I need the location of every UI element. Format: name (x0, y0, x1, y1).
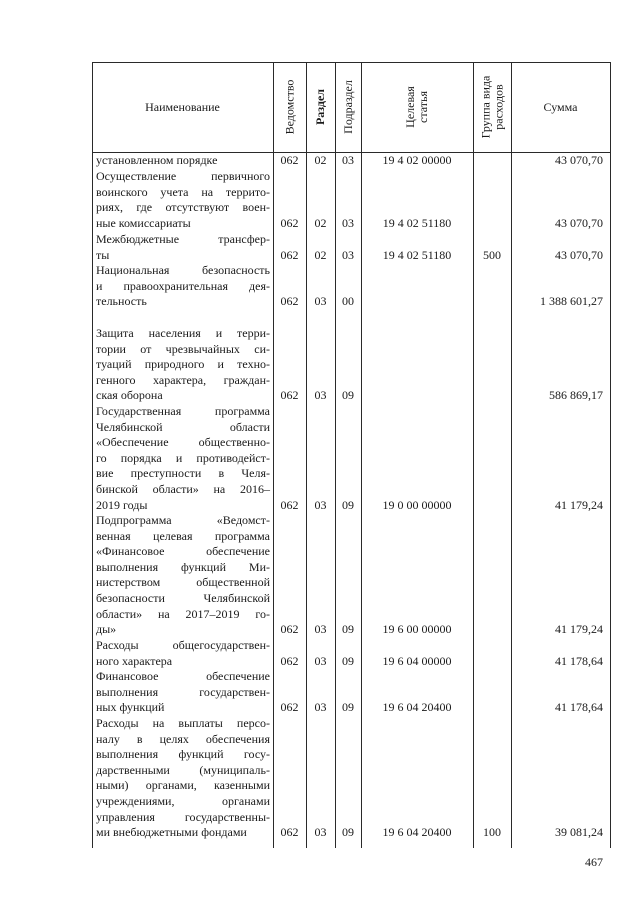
row-name (96, 169, 270, 231)
summa-cell: 43 070,70 (555, 247, 603, 262)
row-name-line: ты (96, 247, 110, 262)
podrazdel-cell: 00 (342, 294, 354, 309)
row-name-line: дарственными (муниципаль- (96, 762, 270, 777)
row-name-line: управления государственны- (96, 809, 270, 824)
vedomstvo-cell: 062 (280, 700, 299, 715)
vedomstvo-cell: 062 (280, 388, 299, 403)
razdel-cell: 03 (314, 653, 327, 668)
row-name (96, 716, 270, 841)
header-name (92, 62, 273, 152)
celevaya-cell: 19 6 04 20400 (382, 700, 452, 715)
row-name-line: Подпрограмма «Ведомст- (96, 513, 270, 527)
row-name (96, 513, 270, 638)
table-row (92, 232, 611, 263)
row-name-line: учреждениями, органами (96, 793, 270, 808)
page-number: 467 (585, 855, 603, 869)
row-name-line: выполнения функций госу- (96, 747, 270, 762)
header-vedomstvo-label: Ведомство (282, 79, 297, 135)
row-name (96, 326, 270, 404)
header-podrazdel (335, 62, 361, 152)
table-row (92, 404, 611, 513)
table-row (92, 153, 611, 169)
header-celevaya (361, 62, 473, 152)
razdel-cell: 03 (314, 700, 327, 715)
razdel-cell: 03 (314, 294, 327, 309)
summa-cell: 1 388 601,27 (540, 294, 603, 309)
gruppa-cell: 500 (483, 247, 501, 262)
celevaya-cell: 19 4 02 00000 (382, 153, 452, 167)
razdel-cell: 03 (314, 388, 327, 403)
table-row (92, 263, 611, 310)
row-name-line: Государственная программа (96, 404, 270, 418)
header-gruppa (473, 62, 511, 152)
header-summa (511, 62, 610, 152)
celevaya-cell: 19 6 00 00000 (382, 622, 452, 637)
row-name-line: венная целевая программа (96, 528, 270, 543)
podrazdel-cell: 09 (342, 700, 354, 715)
summa-cell: 41 179,24 (555, 497, 603, 512)
vedomstvo-cell: 062 (280, 215, 299, 230)
vedomstvo-cell: 062 (280, 153, 299, 167)
row-name-line: 2019 годы (96, 497, 148, 512)
summa-cell: 41 179,24 (555, 622, 603, 637)
row-name (96, 263, 270, 310)
summa-cell: 41 178,64 (555, 700, 603, 715)
row-name-line: области» на 2017–2019 го- (96, 606, 270, 621)
row-name (96, 153, 270, 169)
summa-cell: 586 869,17 (549, 388, 603, 403)
celevaya-cell: 19 6 04 20400 (382, 825, 452, 840)
header-razdel (306, 62, 335, 152)
row-name-line: ного характера (96, 653, 173, 668)
celevaya-cell: 19 0 00 00000 (382, 497, 452, 512)
row-name-line: «Обеспечение общественно- (96, 435, 270, 450)
table-row (92, 716, 611, 841)
row-name-line: Защита населения и терри- (96, 326, 270, 340)
header-celevaya-label (404, 86, 430, 128)
row-name (96, 669, 270, 716)
table-row (92, 638, 611, 669)
summa-cell: 41 178,64 (555, 653, 603, 668)
row-name (96, 638, 270, 669)
header-gruppa-line2: расходов (491, 84, 505, 130)
row-name-line: тории от чрезвычайных си- (96, 341, 270, 356)
row-name-line: ми внебюджетными фондами (96, 825, 247, 840)
table-row (92, 513, 611, 638)
row-name (96, 404, 270, 513)
row-name-line: ными) органами, казенными (96, 778, 270, 793)
row-name-line: туаций природного и техно- (96, 357, 270, 372)
podrazdel-cell: 09 (342, 497, 354, 512)
row-name-line: вие преступности в Челя- (96, 466, 270, 481)
header-summa-label: Сумма (543, 99, 578, 114)
razdel-cell: 03 (314, 622, 327, 637)
row-name-line: и правоохранительная дея- (96, 278, 270, 293)
row-name-line: ды» (96, 622, 117, 637)
header-celevaya-line2: статья (415, 91, 430, 123)
header-celevaya-line1: Целевая (402, 86, 417, 128)
vedomstvo-cell: 062 (280, 653, 299, 668)
celevaya-cell: 19 4 02 51180 (382, 215, 452, 230)
row-name-line: бинской области» на 2016– (96, 481, 270, 496)
gruppa-cell: 100 (483, 825, 501, 840)
vedomstvo-cell: 062 (280, 294, 299, 309)
header-podrazdel-label: Подраздел (341, 80, 356, 134)
row-name-line: «Финансовое обеспечение (96, 544, 270, 559)
summa-cell: 39 081,24 (555, 825, 603, 840)
podrazdel-cell: 03 (342, 153, 354, 167)
budget-table (92, 62, 611, 848)
row-name-line: Национальная безопасность (96, 263, 270, 277)
header-razdel-label: Раздел (313, 88, 328, 126)
podrazdel-cell: 03 (342, 215, 354, 230)
razdel-cell: 02 (314, 215, 327, 230)
vedomstvo-cell: 062 (280, 497, 299, 512)
row-name-line: тельность (96, 294, 147, 309)
row-name-line: ская оборона (96, 388, 163, 403)
row-name-line: Расходы общегосударствен- (96, 638, 270, 652)
table-row (92, 169, 611, 231)
table-row (92, 326, 611, 404)
row-name-line: Межбюджетные трансфер- (96, 232, 270, 246)
header-name-label: Наименование (145, 99, 220, 114)
row-name-line: Финансовое обеспечение (96, 669, 270, 683)
row-name-line: Осуществление первичного (96, 169, 270, 183)
row-name (96, 232, 270, 263)
row-name-line: безопасности Челябинской (96, 590, 270, 605)
row-name-line: нистерством общественной (96, 575, 270, 590)
table-row (92, 669, 611, 716)
podrazdel-cell: 03 (342, 247, 354, 262)
row-name-line: выполнения государствен- (96, 684, 270, 699)
row-name-line: выполнения функций Ми- (96, 559, 270, 574)
summa-cell: 43 070,70 (555, 215, 603, 230)
podrazdel-cell: 09 (342, 388, 354, 403)
header-gruppa-label (479, 76, 505, 139)
row-name-line: ных функций (96, 700, 165, 715)
row-name-line: Расходы на выплаты персо- (96, 716, 270, 730)
row-name-line: генного характера, граждан- (96, 372, 270, 387)
vedomstvo-cell: 062 (280, 622, 299, 637)
row-name-line: воинского учета на террито- (96, 184, 270, 199)
celevaya-cell: 19 4 02 51180 (382, 247, 452, 262)
row-name-line: риях, где отсутствуют воен- (96, 200, 270, 215)
row-name-line: го порядка и противодейст- (96, 450, 270, 465)
razdel-cell: 03 (314, 497, 327, 512)
vedomstvo-cell: 062 (280, 247, 299, 262)
vedomstvo-cell: 062 (280, 825, 299, 840)
header-vedomstvo (273, 62, 306, 152)
razdel-cell: 03 (314, 825, 327, 840)
summa-cell: 43 070,70 (555, 153, 603, 167)
row-name-line: налу в целях обеспечения (96, 731, 270, 746)
podrazdel-cell: 09 (342, 622, 354, 637)
razdel-cell: 02 (314, 247, 327, 262)
podrazdel-cell: 09 (342, 825, 354, 840)
header-gruppa-line1: Группа вида (478, 75, 492, 139)
row-name-line: ные комиссариаты (96, 215, 191, 230)
podrazdel-cell: 09 (342, 653, 354, 668)
celevaya-cell: 19 6 04 00000 (382, 653, 452, 668)
row-name-line: установленном порядке (96, 153, 218, 167)
razdel-cell: 02 (314, 153, 327, 167)
row-name-line: Челябинской области (96, 419, 270, 434)
